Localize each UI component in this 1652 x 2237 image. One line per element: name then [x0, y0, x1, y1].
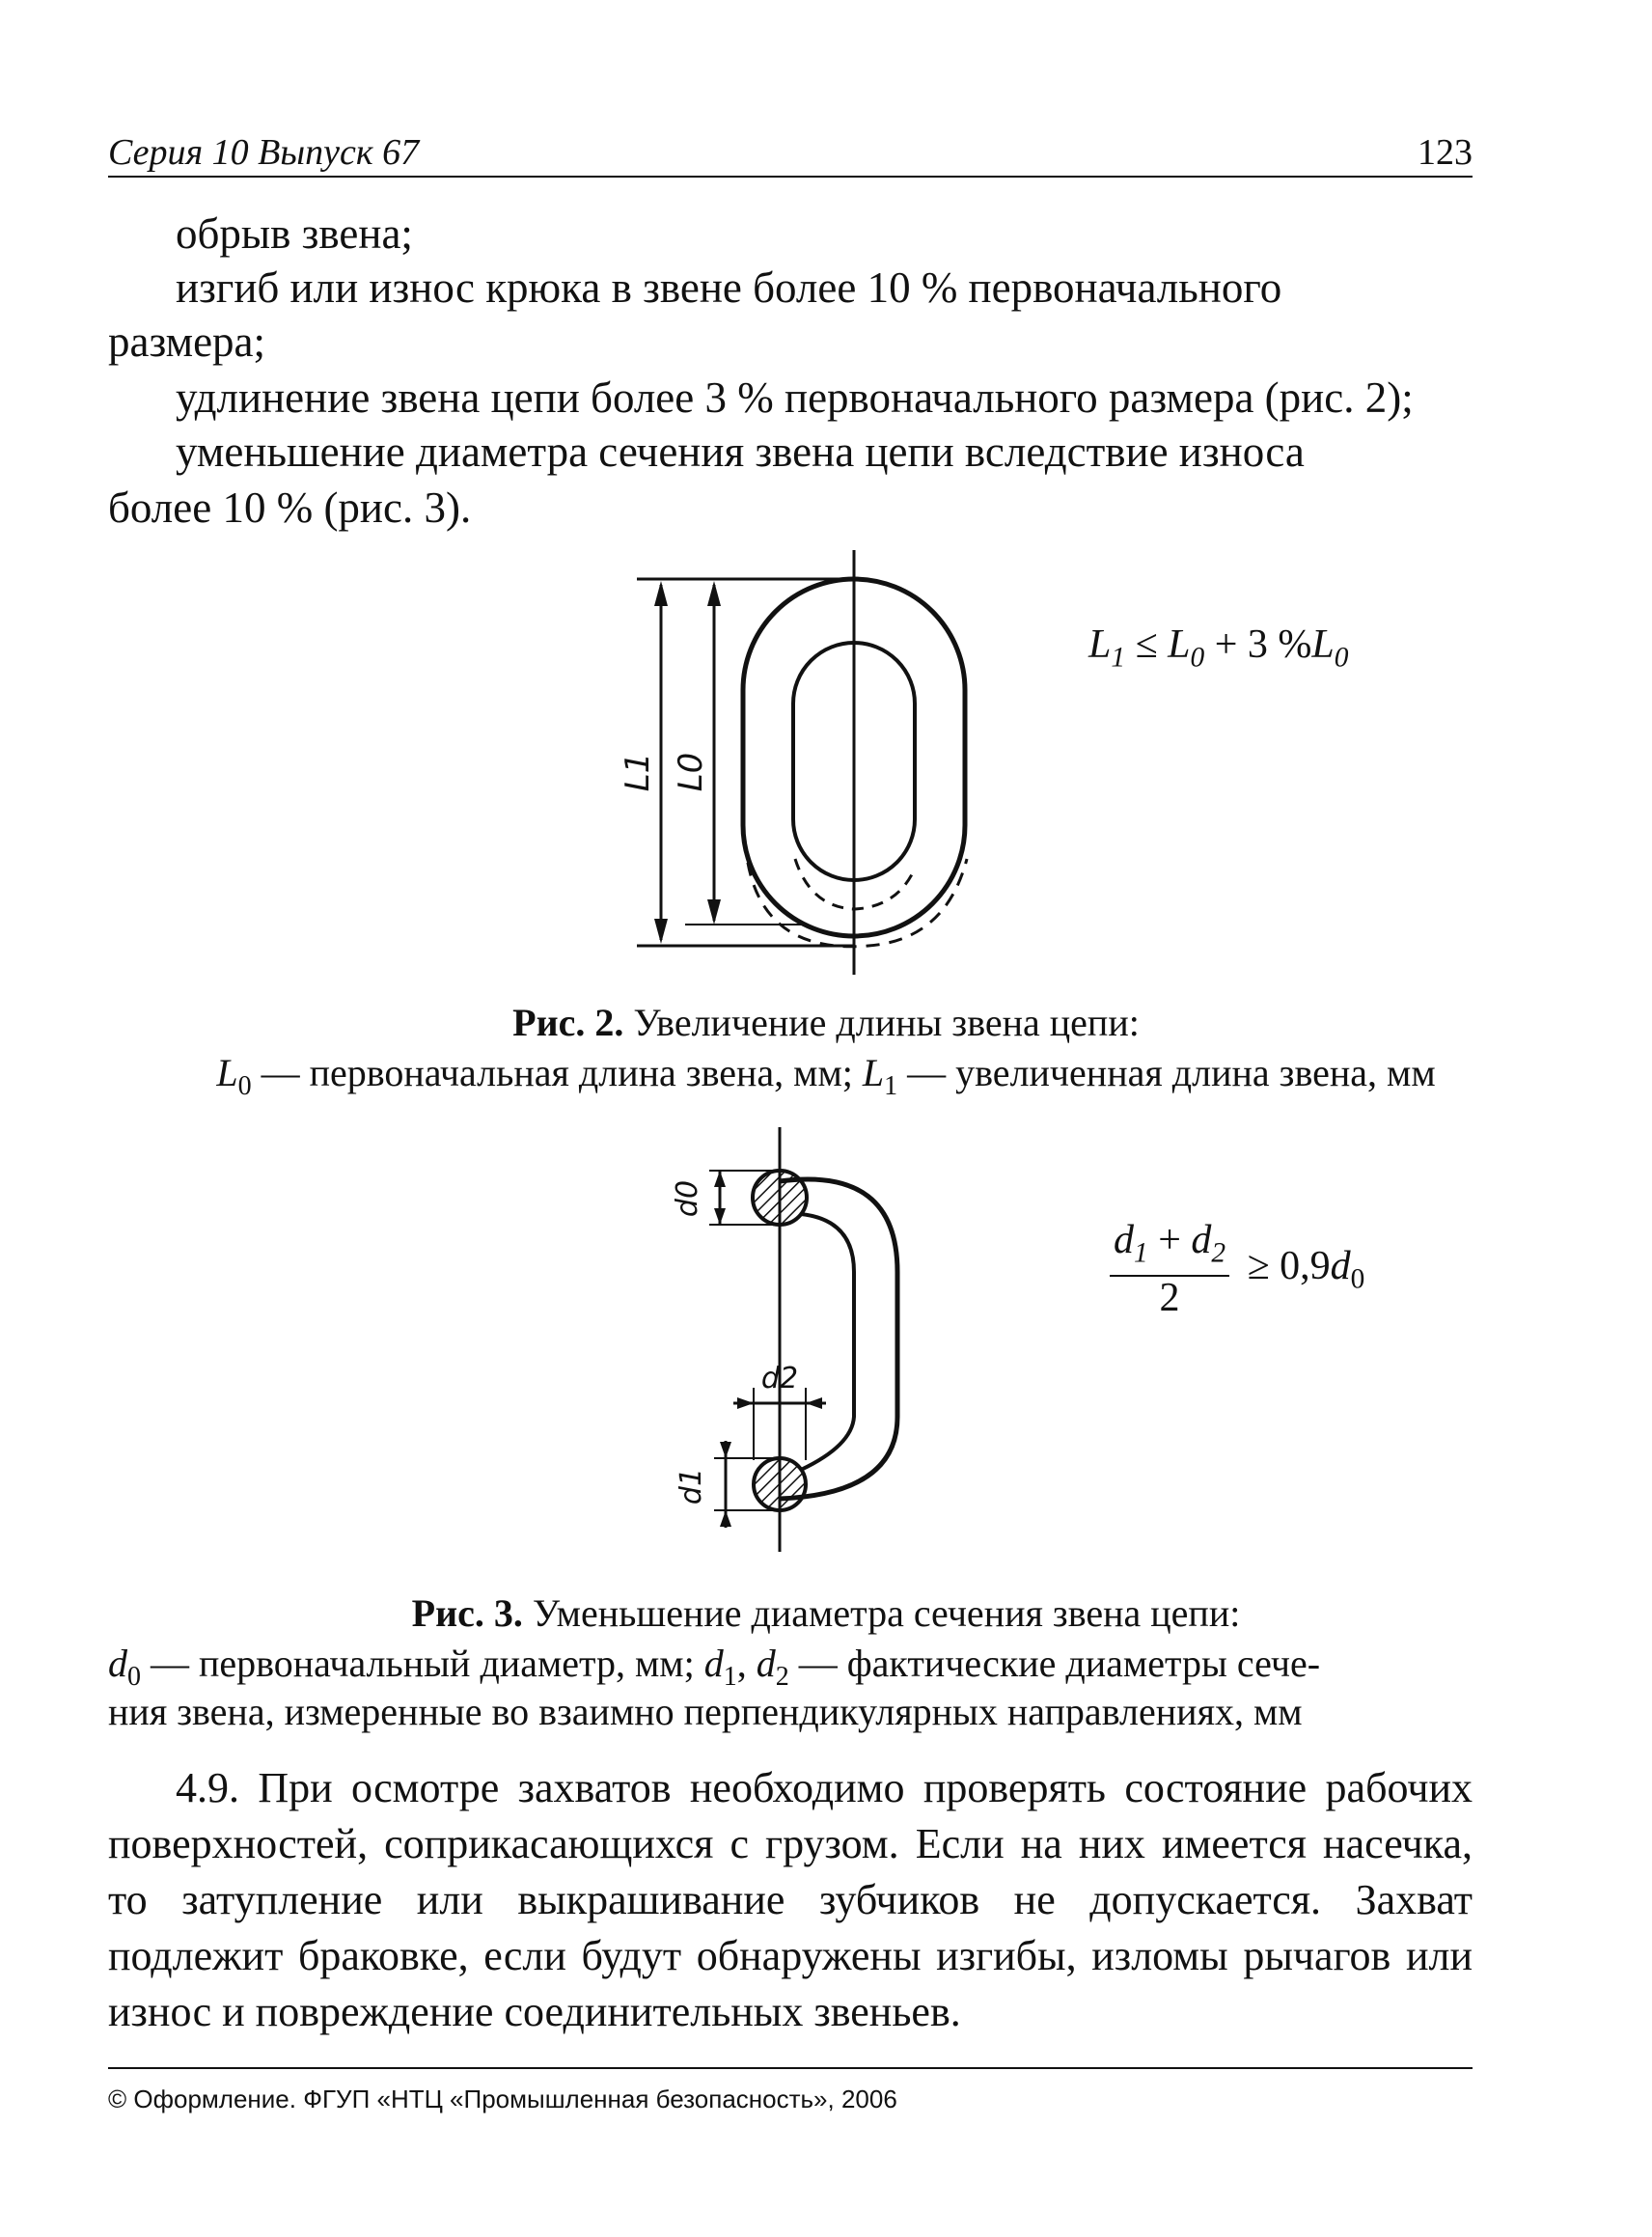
text-diameter-b: более 10 % (рис. 3).	[108, 483, 472, 532]
label-d0: d0	[671, 1179, 704, 1218]
formula-elongation: $L_1 \le L_0 + 3$ $\%L_0$	[1088, 622, 1349, 674]
figure3-caption-legend-2: ния звена, измеренные во взаимно перпендикулярных направлениях, мм	[108, 1690, 1303, 1733]
formula-diameter	[1110, 1218, 1364, 1319]
text-hook-wear-b: размера;	[108, 318, 266, 366]
figure2-caption-title: Рис. 2. Увеличение длины звена цепи:	[512, 1001, 1140, 1044]
text-hook-wear	[108, 261, 1473, 315]
label-d2: d2	[760, 1362, 799, 1395]
paragraph-4-9: 4.9. При осмотре захватов необходимо проверять состояние рабочих поверхностей, соприкасающихся с грузом. Если на них имеется насечка, то затупление или выкрашивание зубчиков не допускается. Захват подлежит браковке, если будут обнаружены изгибы, изломы рычагов или износ и повреждение соединительных звеньев.	[108, 1764, 1473, 2035]
figure2-chain-link-drawing	[579, 550, 984, 975]
figure2-caption-legend: $L_0$ — первоначальная длина звена, мм; $L_1$ — увеличенная длина звена, мм	[216, 1051, 1436, 1101]
text-line-break: обрыв звена;	[176, 209, 413, 258]
footer-copyright: © Оформление. ФГУП «НТЦ «Промышленная безопасность», 2006	[108, 2085, 897, 2113]
header-rule	[108, 176, 1473, 178]
formula-denominator: 2	[1159, 1276, 1180, 1321]
formula-fraction	[1110, 1218, 1229, 1319]
figure3-caption-title: Рис. 3. Уменьшение диаметра сечения звена цепи:	[411, 1591, 1241, 1635]
page-number: 123	[1418, 132, 1473, 173]
label-L0: L0	[672, 752, 710, 792]
label-L1: L1	[619, 752, 657, 792]
text-elongation: удлинение звена цепи более 3 % первоначального размера (рис. 2);	[176, 373, 1414, 422]
figure3-section-drawing	[656, 1127, 926, 1552]
label-d1: d1	[675, 1467, 708, 1505]
text-hook-wear-a: изгиб или износ крюка в звене более 10 % первоначального	[176, 263, 1282, 312]
text-diameter-a: уменьшение диаметра сечения звена цепи вследствие износа	[176, 428, 1305, 476]
running-header-series: Серия 10 Выпуск 67	[108, 132, 420, 173]
footer-rule	[108, 2067, 1473, 2069]
formula-rhs: ≥ $0,9d_0$	[1247, 1243, 1365, 1294]
figure3-caption-legend-1: $d_0$ — первоначальный диаметр, мм; $d_1$, $d_2$ — фактические диаметры сече-	[108, 1642, 1321, 1692]
formula-numerator: $d_1 + d_2$	[1110, 1218, 1229, 1277]
